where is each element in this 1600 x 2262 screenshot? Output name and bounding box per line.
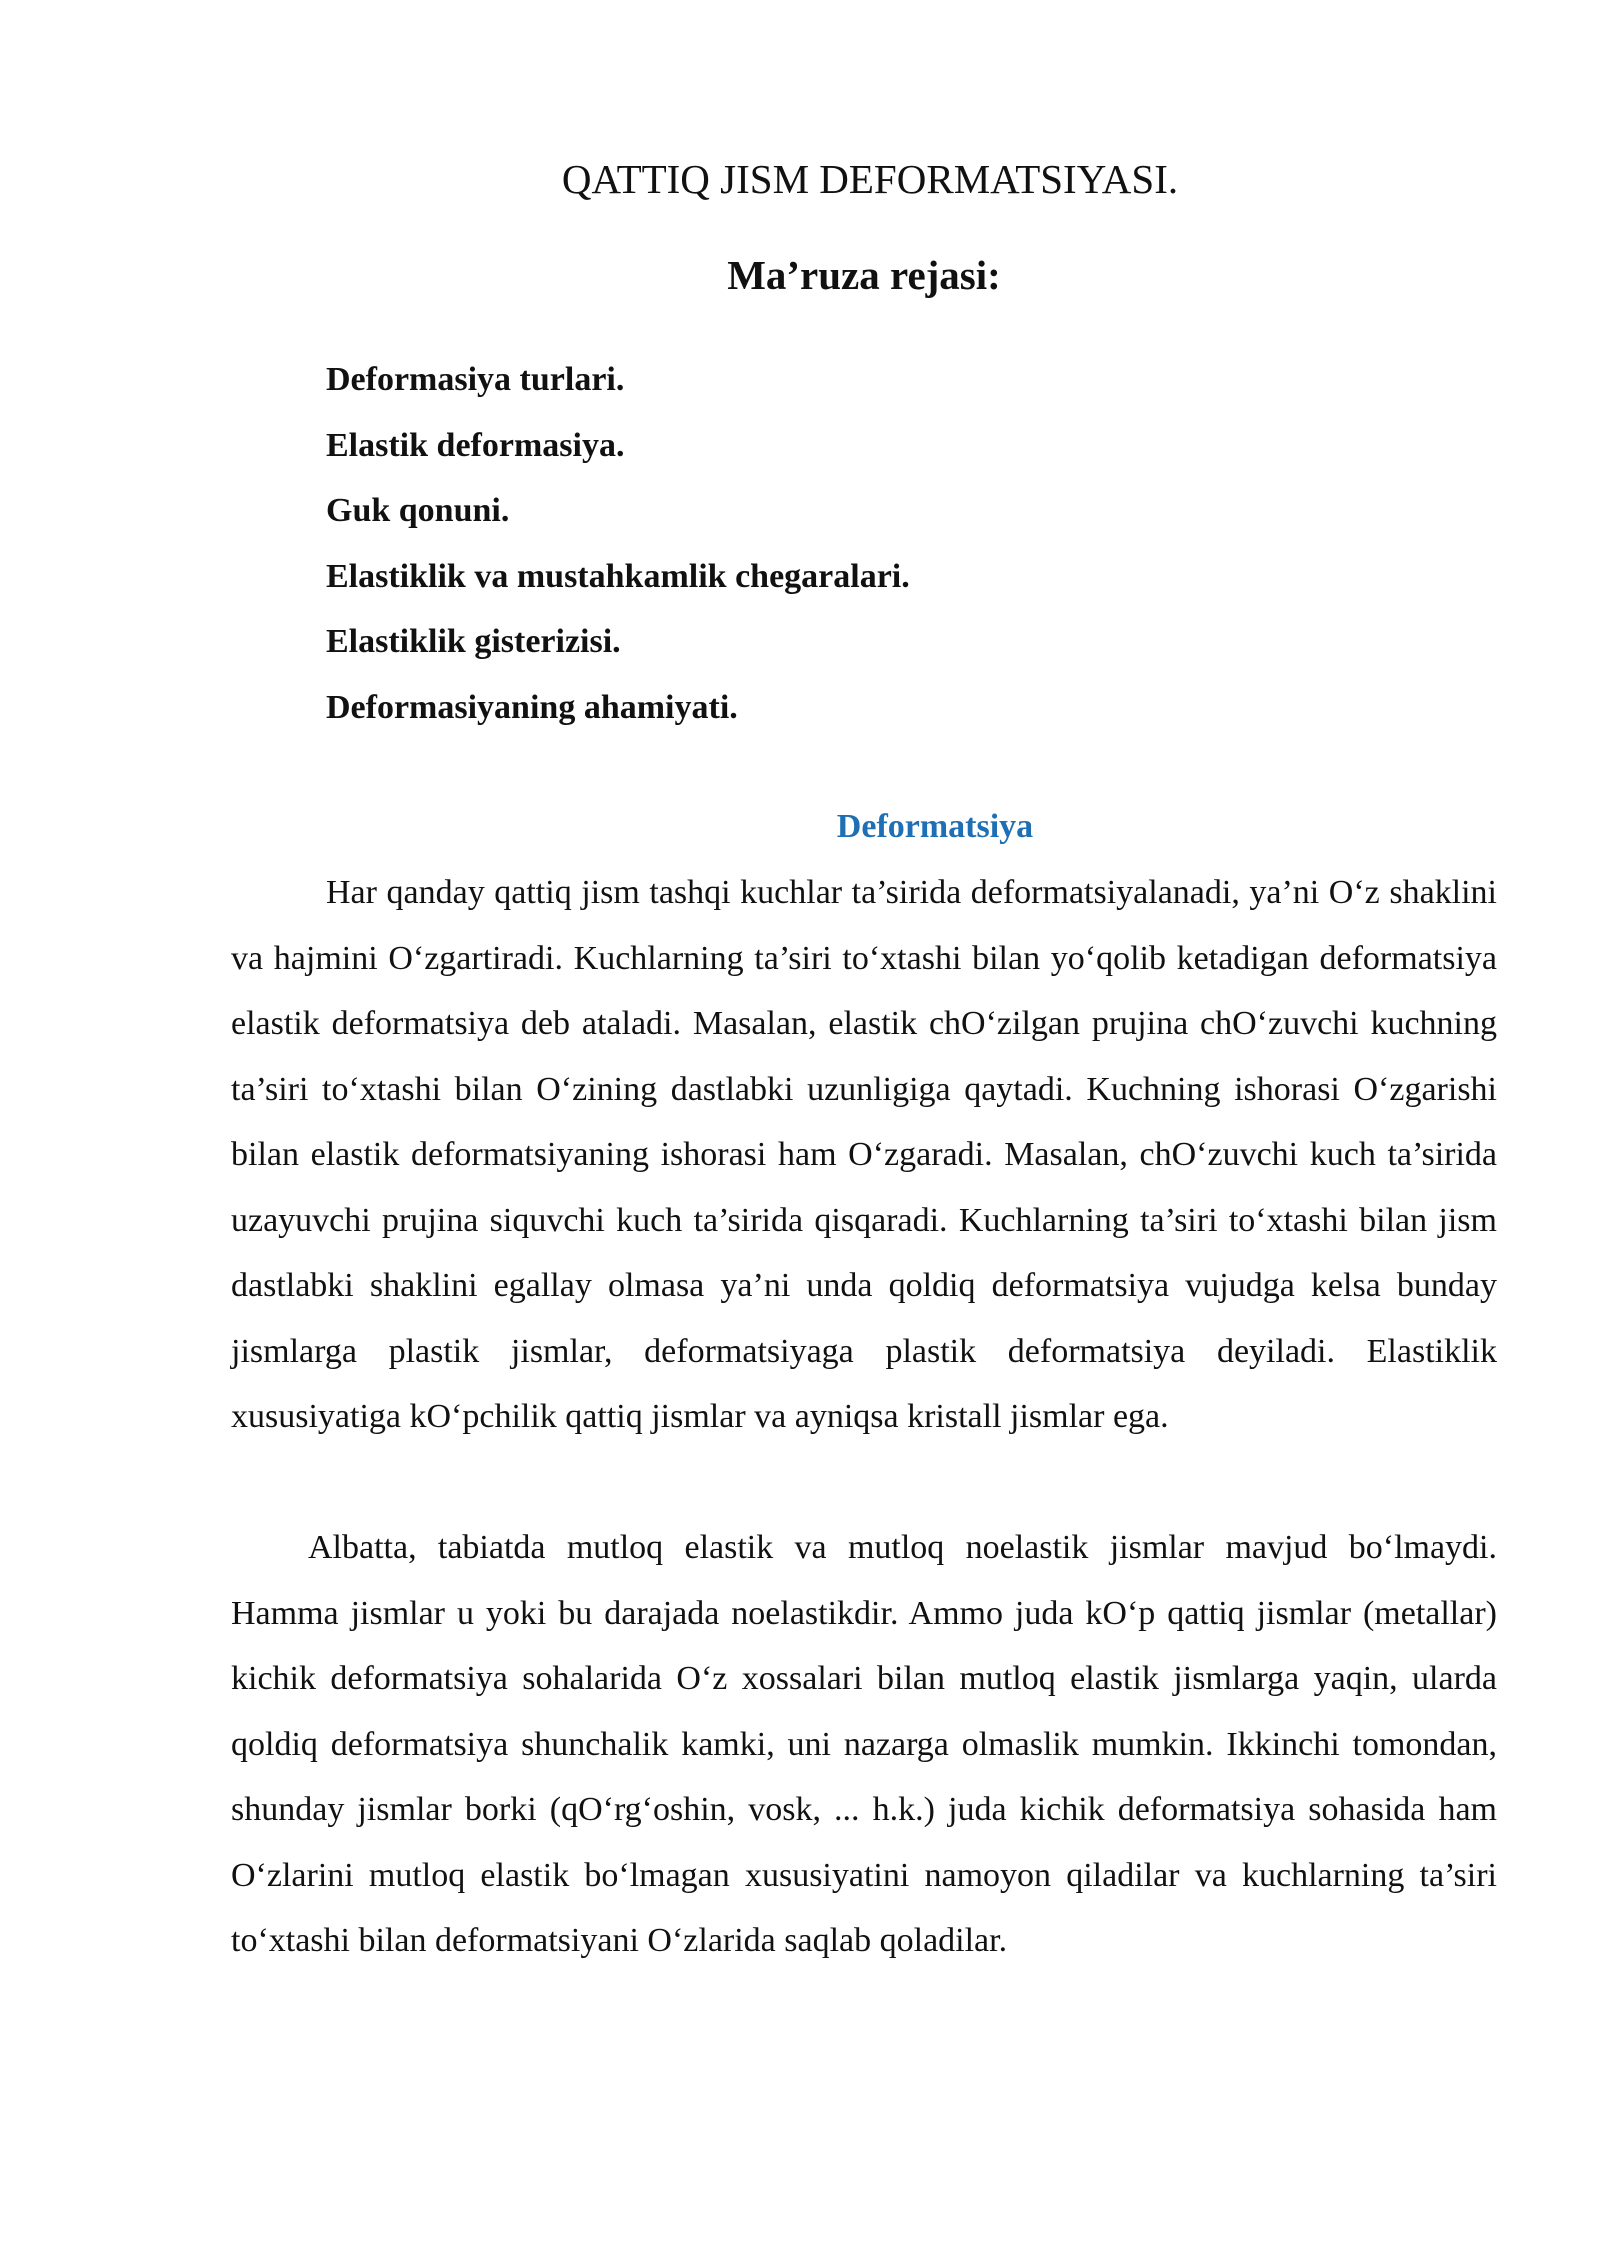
plan-item: Elastik deformasiya. <box>326 426 625 464</box>
lecture-plan-list <box>326 347 910 740</box>
plan-item: Elastiklik va mustahkamlik chegaralari. <box>326 557 910 595</box>
plan-item: Elastiklik gisterizisi. <box>326 623 621 660</box>
plan-item: Guk qonuni. <box>326 492 510 529</box>
plan-item: Deformasiya turlari. <box>326 361 625 398</box>
body-paragraph: Har qanday qattiq jism tashqi kuchlar ta’sirida deformatsiyalanadi, ya’ni O‘z shaklini va hajmini O‘zgartiradi. Kuchlarning ta’siri to‘xtashi bilan yo‘qolib ketadigan deformatsiya elastik deformatsiya deb ataladi. Masalan, elastik chO‘zilgan prujina chO‘zuvchi kuchning ta’siri to‘xtashi bilan O‘zining dastlabki uzunligiga qaytadi. Kuchning ishorasi O‘zgarishi bilan elastik deformatsiyaning ishorasi ham O‘zgaradi. Masalan, chO‘zuvchi kuch ta’sirida uzayuvchi prujina siquvchi kuch ta’sirida qisqaradi. Kuchlarning ta’siri to‘xtashi bilan jism dastlabki shaklini egallay olmasa ya’ni unda qoldiq deformatsiya vujudga kelsa bunday jismlarga plastik jismlar, deformatsiyaga plastik deformatsiya deyiladi. Elastiklik xususiyatiga kO‘pchilik qattiq jismlar va ayniqsa kristall jismlar ega. <box>231 874 1497 1435</box>
section-heading: Deformatsiya <box>836 808 1034 845</box>
plan-item: Deformasiyaning ahamiyati. <box>326 688 738 726</box>
document-title: QATTIQ JISM DEFORMATSIYASI. <box>561 156 1179 202</box>
body-paragraph: Albatta, tabiatda mutloq elastik va mutloq noelastik jismlar mavjud bo‘lmaydi. Hamma jismlar u yoki bu darajada noelastikdir. Ammo juda kO‘p qattiq jismlar (metallar) kichik deformatsiya sohalarida O‘z xossalari bilan mutloq elastik jismlarga yaqin, ularda qoldiq deformatsiya shunchalik kamki, uni nazarga olmaslik mumkin. Ikkinchi tomondan, shunday jismlar borki (qO‘rg‘oshin, vosk, ... h.k.) juda kichik deformatsiya sohasida ham O‘zlarini mutloq elastik bo‘lmagan xususiyatini namoyon qiladilar va kuchlarning ta’siri to‘xtashi bilan deformatsiyani O‘zlarida saqlab qoladilar. <box>231 1529 1497 1959</box>
lecture-plan-heading: Ma’ruza rejasi: <box>727 252 1001 298</box>
